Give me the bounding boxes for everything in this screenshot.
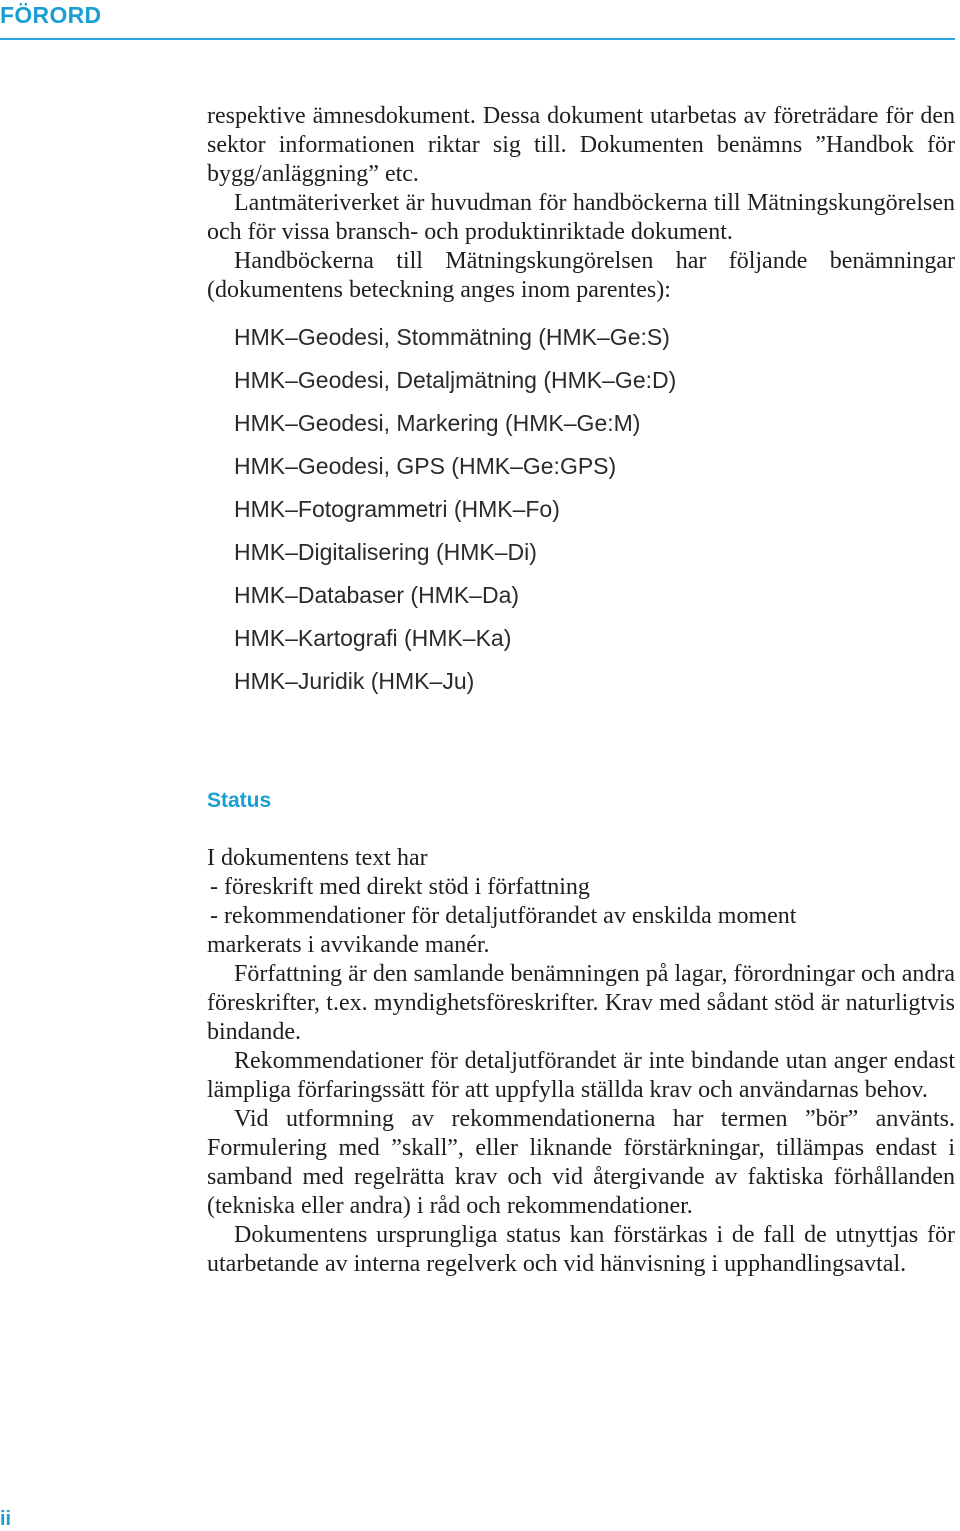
- handbook-item: HMK–Geodesi, Markering (HMK–Ge:M): [234, 410, 641, 436]
- status-bullet: - föreskrift med direkt stöd i författning: [210, 874, 590, 900]
- status-paragraph: Vid utformning av rekommendationerna har termen ”bör” använts. Formulering med ”skall”, eller liknande förstärkningar, tillämpas endast i samband med regelrätta krav och vid återgivande av faktiska förhållanden (tekniska eller andra) i råd och rekommendationer.: [207, 1106, 955, 1219]
- handbook-item: HMK–Geodesi, Stommätning (HMK–Ge:S): [234, 324, 670, 350]
- intro-paragraph-2: Lantmäteriverket är huvudman för handböckerna till Mätningskungörelsen och för vissa bransch- och produktinriktade dokument.: [207, 190, 955, 245]
- page-header-title: FÖRORD: [0, 2, 102, 28]
- handbook-item: HMK–Juridik (HMK–Ju): [234, 668, 475, 694]
- handbook-item: HMK–Geodesi, GPS (HMK–Ge:GPS): [234, 453, 617, 479]
- status-paragraph: Dokumentens ursprungliga status kan förstärkas i de fall de utnyttjas för utarbetande av interna regelverk och vid hänvisning i upphandlingsavtal.: [207, 1222, 955, 1277]
- status-after-bullets: markerats i avvikande manér.: [207, 932, 490, 958]
- header-divider: [0, 38, 955, 40]
- handbook-item: HMK–Digitalisering (HMK–Di): [234, 539, 537, 565]
- page-number: ii: [0, 1508, 12, 1530]
- handbook-item: HMK–Kartografi (HMK–Ka): [234, 625, 512, 651]
- status-bullet: - rekommendationer för detaljutförandet av enskilda moment: [210, 903, 797, 929]
- status-paragraph: Rekommendationer för detaljutförandet är inte bindande utan anger endast lämpliga förfaringssätt för att uppfylla ställda krav och användarnas behov.: [207, 1048, 955, 1103]
- intro-paragraph-1: respektive ämnesdokument. Dessa dokument utarbetas av företrädare för den sektor informationen riktar sig till. Dokumenten benämns ”Handbok för bygg/anläggning” etc.: [207, 103, 955, 187]
- handbook-item: HMK–Geodesi, Detaljmätning (HMK–Ge:D): [234, 367, 677, 393]
- status-lead: I dokumentens text har: [207, 845, 428, 871]
- status-paragraph: Författning är den samlande benämningen på lagar, förordningar och andra föreskrifter, t.ex. myndighetsföreskrifter. Krav med sådant stöd är naturligtvis bindande.: [207, 961, 955, 1045]
- handbook-item: HMK–Databaser (HMK–Da): [234, 582, 520, 608]
- handbook-list: [234, 316, 955, 703]
- intro-section: [207, 102, 955, 703]
- status-heading: Status: [207, 789, 272, 812]
- handbook-item: HMK–Fotogrammetri (HMK–Fo): [234, 496, 560, 522]
- intro-paragraph-3: Handböckerna till Mätningskungörelsen har följande benämningar (dokumentens beteckning anges inom parentes):: [207, 248, 955, 303]
- status-section: [207, 844, 955, 1279]
